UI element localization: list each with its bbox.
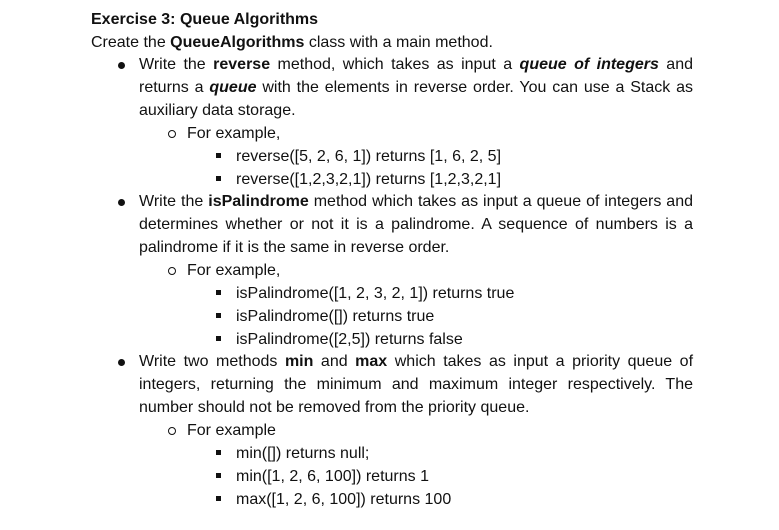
bullet-dot-icon [118,199,125,206]
example-line: min([1, 2, 6, 100]) returns 1 [236,468,429,485]
bullet-circle-icon [168,267,176,275]
bullet-circle-icon [168,130,176,138]
example-line: isPalindrome([2,5]) returns false [236,331,463,348]
bullet-square-icon [216,290,221,295]
sub-label: For example, [187,262,281,279]
text-run: Write two methods [139,353,285,370]
text-run: and returns a [139,56,693,96]
minmax-description [139,351,693,419]
intro-text [91,32,493,54]
bullet-square-icon [216,153,221,158]
bullet-square-icon [216,176,221,181]
text-run: and [313,353,356,370]
emphasis-text: queue of integers [519,56,659,73]
text-run: Write the [139,56,214,73]
bullet-square-icon [216,473,221,478]
example-line: isPalindrome([]) returns true [236,308,435,325]
intro-before: Create the [91,34,171,51]
text-run: Write the [139,193,209,210]
example-line: max([1, 2, 6, 100]) returns 100 [236,491,452,508]
intro-after: class with a main method. [304,34,493,51]
emphasis-text: queue [209,78,257,96]
text-run: which takes as input a priority queue of integers, returning the minimum and maximum integer respectively. The number should not be removed from the priority queue. [139,353,694,416]
text-run: method which takes as input a queue of integers and determines whether or not it is a palindrome. A sequence of numbers is a palindrome if it is the same in reverse order. [139,193,693,256]
exercise-title: Exercise 3: Queue Algorithms [91,11,319,28]
method-name-min: min [284,353,314,370]
palindrome-description [139,191,693,259]
example-line: reverse([1,2,3,2,1]) returns [1,2,3,2,1] [236,171,502,188]
sub-label: For example [187,422,276,439]
method-name-ispalindrome: isPalindrome [208,193,309,210]
example-line: isPalindrome([1, 2, 3, 2, 1]) returns true [236,285,515,302]
bullet-circle-icon [168,427,176,435]
example-line: min([]) returns null; [236,445,370,462]
text-run: with the elements in reverse order. You can use a Stack as auxiliary data storage. [139,78,693,119]
text-run: method, which takes as input a [270,56,520,73]
sub-label: For example, [187,125,281,142]
bullet-square-icon [216,450,221,455]
reverse-description [139,54,693,122]
bullet-square-icon [216,496,221,501]
bullet-dot-icon [118,359,125,366]
intro-class-name: QueueAlgorithms [170,34,305,51]
bullet-square-icon [216,313,221,318]
example-line: reverse([5, 2, 6, 1]) returns [1, 6, 2, 5] [236,148,502,165]
bullet-square-icon [216,336,221,341]
method-name-reverse: reverse [213,56,271,73]
method-name-max: max [355,353,388,370]
bullet-dot-icon [118,62,125,69]
